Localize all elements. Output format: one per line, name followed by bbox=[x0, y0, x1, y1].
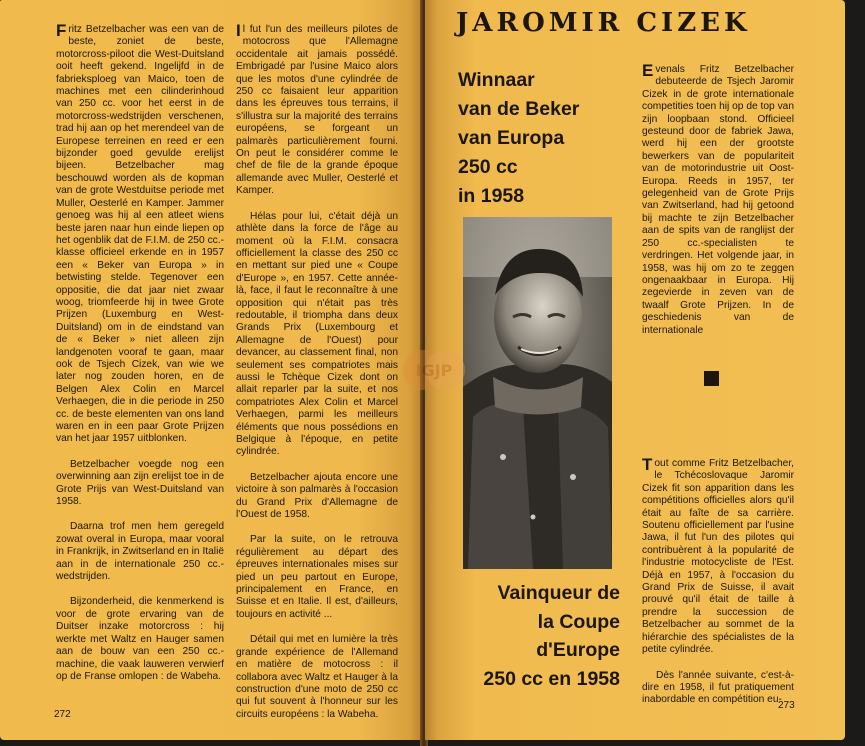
french-column bbox=[642, 455, 794, 720]
rider-portrait-photo bbox=[463, 217, 612, 569]
watermark-stamp bbox=[399, 346, 469, 394]
paragraph: Hélas pour lui, c'était déjà un athlète dans la force de l'âge au moment où la F.I.M. consacra officiellement la classe des 250 cc en mettant sur pied une « Coupe d'Europe », en 1957. Cette année-là, face, il faut le reconnaître à une opposition qui n'était pas très redoutable, il triompha dans deux Grands Prix (Luxembourg et Allemagne de l'Ouest) pour devancer, au classement final, non seulement ses compatriotes mais aussi le Tchèque Cizek dont on allait reparler par la suite, et nos compatriotes Alex Colin et Marcel Verhaegen, parmi les meilleurs éléments que nous possédions en Belgique à l'époque, en petite cylindrée. bbox=[236, 210, 398, 458]
french-column bbox=[236, 21, 398, 734]
paragraph: Fritz Betzelbacher was een van de beste, zoniet de beste, motorcross-piloot die West-Duitsland ooit heeft gekend. Ingelijfd in de fabrieksploeg van Maico, toen de machines met een cilinderinhoud van 250 cc. voor het eerst in de motorcross-wedstrijden verschenen, trad hij aan op het merendeel van de Europese terreinen en reed er een bijzonder goed gevulde erelijst bijeen. Betzelbacher mag beschouwd worden als de kopman van de grote Westduitse periode met Muller, Oesterlé en Kamper. Jammer genoeg was hij al een atleet wiens beste jaren naar hun einde liepen op het ogenblik dat de F.I.M. de 250 cc.-klasse officieel erkende en in 1957 een « Beker van Europa » in betwisting stelde. Tegenover een oppositie, die dat jaar niet zwaar woog, triomfeerde hij in twee Grote Prijzen (Luxemburg en West-Duitsland) om in de eindstand van de « Beker » niet alleen zijn landgenoten vooraf te gaan, maar ook de Tsjech Cizek, van wie we later nog zouden horen, en de Belgen Alex Colin en Marcel Verhaegen, die in die periode in 250 cc. de beste elementen van ons land waren en in een paar Grote Prijzen van het jaar 1957 uitblonken. bbox=[56, 21, 224, 445]
heading-line: d'Europe bbox=[536, 639, 620, 661]
paragraph: Bijzonderheid, die kenmerkend is voor de grote ervaring van de Duitser inzake motorcross : hij werkte met Waltz en Hauger samen aan de bouw van een 250 cc.-machine, die vaak lauweren verwierf op de Franse omlopen : de Wabeha. bbox=[56, 596, 224, 682]
heading-line: van Europa bbox=[458, 127, 565, 149]
paragraph: Détail qui met en lumière la très grande expérience de l'Allemand en matière de motocross : il collabora avec Waltz et Hauger à la construction d'une moto de 250 cc qui fut souvent à l'honneur sur les circuits européens : la Wabeha. bbox=[236, 634, 398, 720]
dutch-column bbox=[642, 61, 794, 350]
section-marker bbox=[704, 371, 719, 386]
page-number-left: 272 bbox=[54, 709, 71, 720]
paragraph: Par la suite, on le retrouva régulièrement au départ des épreuves internationales mises sur pied un peu partout en Europe, principalement en France, en Suisse et en Italie. Il est, d'ailleurs, toujours en activité ... bbox=[236, 534, 398, 620]
page-title: JAROMIR CIZEK bbox=[456, 8, 751, 38]
paragraph: Il fut l'un des meilleurs pilotes de motocross que l'Allemagne occidentale ait jamais possédé. Embrigadé par l'usine Maico alors que les motos d'une cylindrée de 250 cc faisaient leur apparition dans les épreuves tous terrains, il s'illustra sur la majorité des terrains européens, se forgeant un palmarès particulièrement fourni. On peut le considérer comme le chef de file de la grande époque allemande avec Muller, Oesterlé et Kamper. bbox=[236, 21, 398, 197]
heading-line: van de Beker bbox=[458, 98, 580, 120]
heading-line: Vainqueur de bbox=[497, 582, 620, 604]
french-heading bbox=[448, 579, 620, 693]
heading-line: Winnaar bbox=[458, 69, 535, 91]
paragraph: Evenals Fritz Betzelbacher debuteerde de Tsjech Jaromir Cizek in de grote internationale competities toen hij op de top van zijn loopbaan stond. Officieel gesteund door de fabriek Jawa, werd hij een der grootste bewerkers van de populariteit van de motorindustrie uit Oost-Europa. Reeds in 1957, ter gelegenheid van de Grote Prijs van Zwitserland, had hij getoond bij machte te zijn Betzelbacher aan de spits van de ranglijst der 250 cc.-specialisten te verdringen. Het volgende jaar, in 1958, was hij om zo te zeggen ongenaakbaar in Europa. Hij zegevierde in zeven van de twaalf Grote Prijzen. In de geschiedenis van de internationale bbox=[642, 61, 794, 336]
portrait-image bbox=[463, 217, 612, 569]
heading-line: 250 cc en 1958 bbox=[483, 667, 620, 690]
paragraph: Tout comme Fritz Betzelbacher, le Tchécoslovaque Jaromir Cizek fit son apparition dans les compétitions officielles alors qu'il était au faîte de sa carrière. Soutenu officiellement par l'usine Jawa, il fut l'un des pilotes qui contribuèrent à la popularité de l'industrie motocycliste de l'Est. Déjà en 1957, à l'occasion du Grand Prix de Suisse, il avait prouvé qu'il était de taille à prendre la succession de Betzelbacher au sommet de la hiérarchie des spécialistes de la petite cylindrée. bbox=[642, 455, 794, 656]
page-number-right: 273 bbox=[778, 700, 795, 711]
heading-line: la Coupe bbox=[537, 610, 620, 633]
heading-line: 250 cc bbox=[458, 156, 518, 178]
heading-line: in 1958 bbox=[458, 185, 525, 207]
dutch-column bbox=[56, 21, 224, 696]
left-page bbox=[0, 0, 422, 740]
paragraph: Daarna trof men hem geregeld zowat overal in Europa, maar vooral in Frankrijk, in Zwitserland en in Italië aan in de internationale 250 cc.-wedstrijden. bbox=[56, 521, 224, 583]
paragraph: Betzelbacher ajouta encore une victoire à son palmarès à l'occasion du Grand Prix d'Allemagne de l'Ouest de 1958. bbox=[236, 471, 398, 521]
stamp-text: IGJP bbox=[415, 361, 453, 380]
dutch-heading bbox=[458, 66, 579, 211]
paragraph: Dès l'année suivante, c'est-à-dire en 1958, il fut pratiquement inabordable en compétition eu- bbox=[642, 669, 794, 706]
paragraph: Betzelbacher voegde nog een overwinning aan zijn erelijst toe in de Grote Prijs van West-Duitsland van 1958. bbox=[56, 458, 224, 508]
